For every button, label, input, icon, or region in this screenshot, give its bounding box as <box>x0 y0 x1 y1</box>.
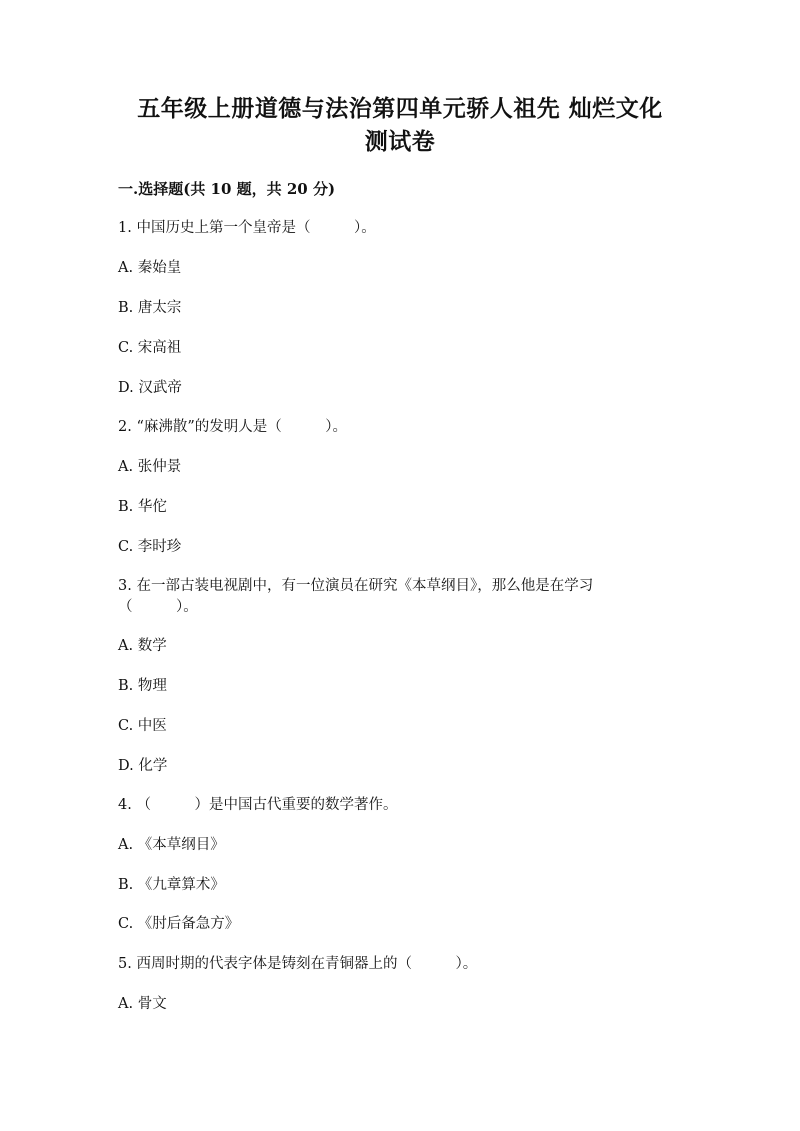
question-3-line-2: （ ）。 <box>118 599 198 615</box>
question-1-option-c: C. 宋高祖 <box>118 340 182 356</box>
question-1-option-a: A. 秦始皇 <box>118 260 182 276</box>
question-2-option-b: B. 华佗 <box>118 499 167 515</box>
question-4-option-c: C. 《肘后备急方》 <box>118 916 240 932</box>
question-2-option-a: A. 张仲景 <box>118 459 182 475</box>
question-5: 5. 西周时期的代表字体是铸刻在青铜器上的（ ）。 <box>118 956 478 972</box>
question-2: 2. “麻沸散”的发明人是（ ）。 <box>118 419 348 435</box>
question-4-option-b: B. 《九章算术》 <box>118 877 225 893</box>
question-1-option-b: B. 唐太宗 <box>118 300 182 316</box>
section-heading: 一.选择题(共 10 题，共 20 分) <box>118 180 336 198</box>
question-2-option-c: C. 李时珍 <box>118 539 182 555</box>
question-4-option-a: A. 《本草纲目》 <box>118 837 225 853</box>
question-3-option-c: C. 中医 <box>118 718 167 734</box>
question-3-option-d: D. 化学 <box>118 758 168 774</box>
document-title <box>0 92 800 158</box>
question-3-option-a: A. 数学 <box>118 638 167 654</box>
title-line-1: 五年级上册道德与法治第四单元骄人祖先 灿烂文化 <box>137 95 663 122</box>
question-3-line-1: 3. 在一部古装电视剧中，有一位演员在研究《本草纲目》，那么他是在学习 <box>118 578 594 594</box>
question-3-option-b: B. 物理 <box>118 678 167 694</box>
title-line-2: 测试卷 <box>364 128 436 155</box>
question-5-option-a: A. 骨文 <box>118 996 167 1012</box>
question-1: 1. 中国历史上第一个皇帝是（ ）。 <box>118 220 376 236</box>
question-4: 4. （ ）是中国古代重要的数学著作。 <box>118 797 398 813</box>
question-1-option-d: D. 汉武帝 <box>118 380 182 396</box>
